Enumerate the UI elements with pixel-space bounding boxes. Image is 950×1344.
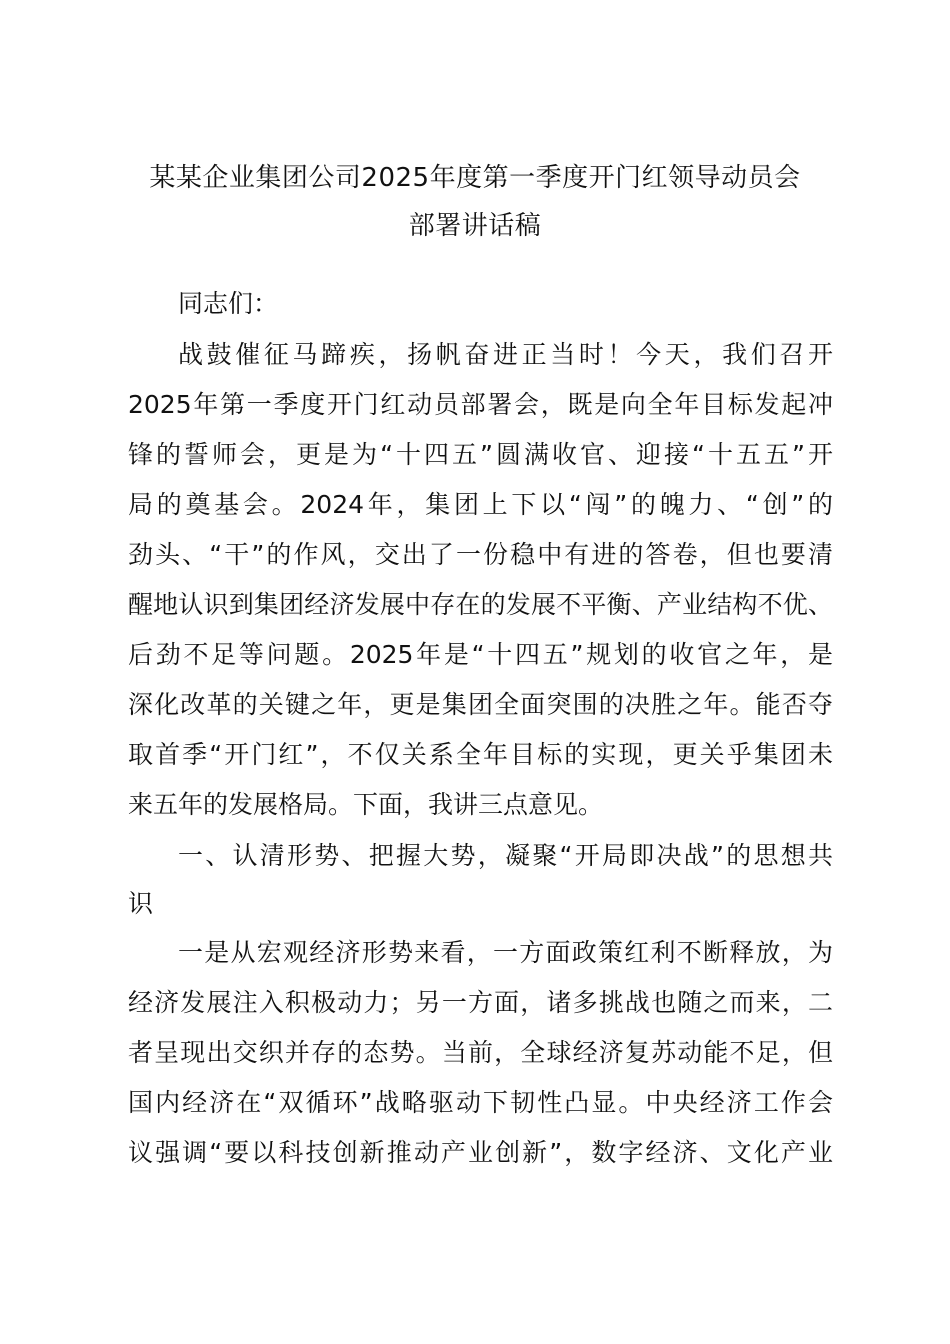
paragraph-1-line-7: 后劲不足等问题。2025年是“十四五”规划的收官之年，是 <box>128 640 833 669</box>
paragraph-1-line-3: 锋的誓师会，更是为“十四五”圆满收官、迎接“十五五”开 <box>128 440 833 469</box>
section-heading-1-line-1: 一、认清形势、把握大势，凝聚“开局即决战”的思想共 <box>178 841 833 870</box>
paragraph-1-line-5: 劲头、“干”的作风，交出了一份稳中有进的答卷，但也要清 <box>128 540 833 569</box>
paragraph-2-line-1: 一是从宏观经济形势来看，一方面政策红利不断释放，为 <box>178 938 833 967</box>
section-heading-1-line-2: 识 <box>128 889 154 918</box>
paragraph-1-line-6: 醒地认识到集团经济发展中存在的发展不平衡、产业结构不优、 <box>128 590 833 619</box>
paragraph-2-line-2: 经济发展注入积极动力；另一方面，诸多挑战也随之而来，二 <box>128 988 833 1017</box>
paragraph-1-line-9: 取首季“开门红”，不仅关系全年目标的实现，更关乎集团未 <box>128 740 833 769</box>
paragraph-2-line-3: 者呈现出交织并存的态势。当前，全球经济复苏动能不足，但 <box>128 1038 833 1067</box>
document-title-line-2: 部署讲话稿 <box>408 211 542 241</box>
paragraph-1-line-8: 深化改革的关键之年，更是集团全面突围的决胜之年。能否夺 <box>128 690 833 719</box>
paragraph-1-line-10: 来五年的发展格局。下面，我讲三点意见。 <box>128 790 604 819</box>
paragraph-1-line-4: 局的奠基会。2024年，集团上下以“闯”的魄力、“创”的 <box>128 490 833 519</box>
paragraph-2-line-4: 国内经济在“双循环”战略驱动下韧性凸显。中央经济工作会 <box>128 1088 833 1117</box>
paragraph-1-line-2: 2025年第一季度开门红动员部署会，既是向全年目标发起冲 <box>128 390 833 419</box>
paragraph-2-line-5: 议强调“要以科技创新推动产业创新”，数字经济、文化产业 <box>128 1138 833 1167</box>
document-title-line-1: 某某企业集团公司2025年度第一季度开门红领导动员会 <box>149 163 801 193</box>
paragraph-1-line-1: 战鼓催征马蹄疾，扬帆奋进正当时！今天，我们召开 <box>178 340 833 369</box>
salutation: 同志们： <box>178 289 279 318</box>
